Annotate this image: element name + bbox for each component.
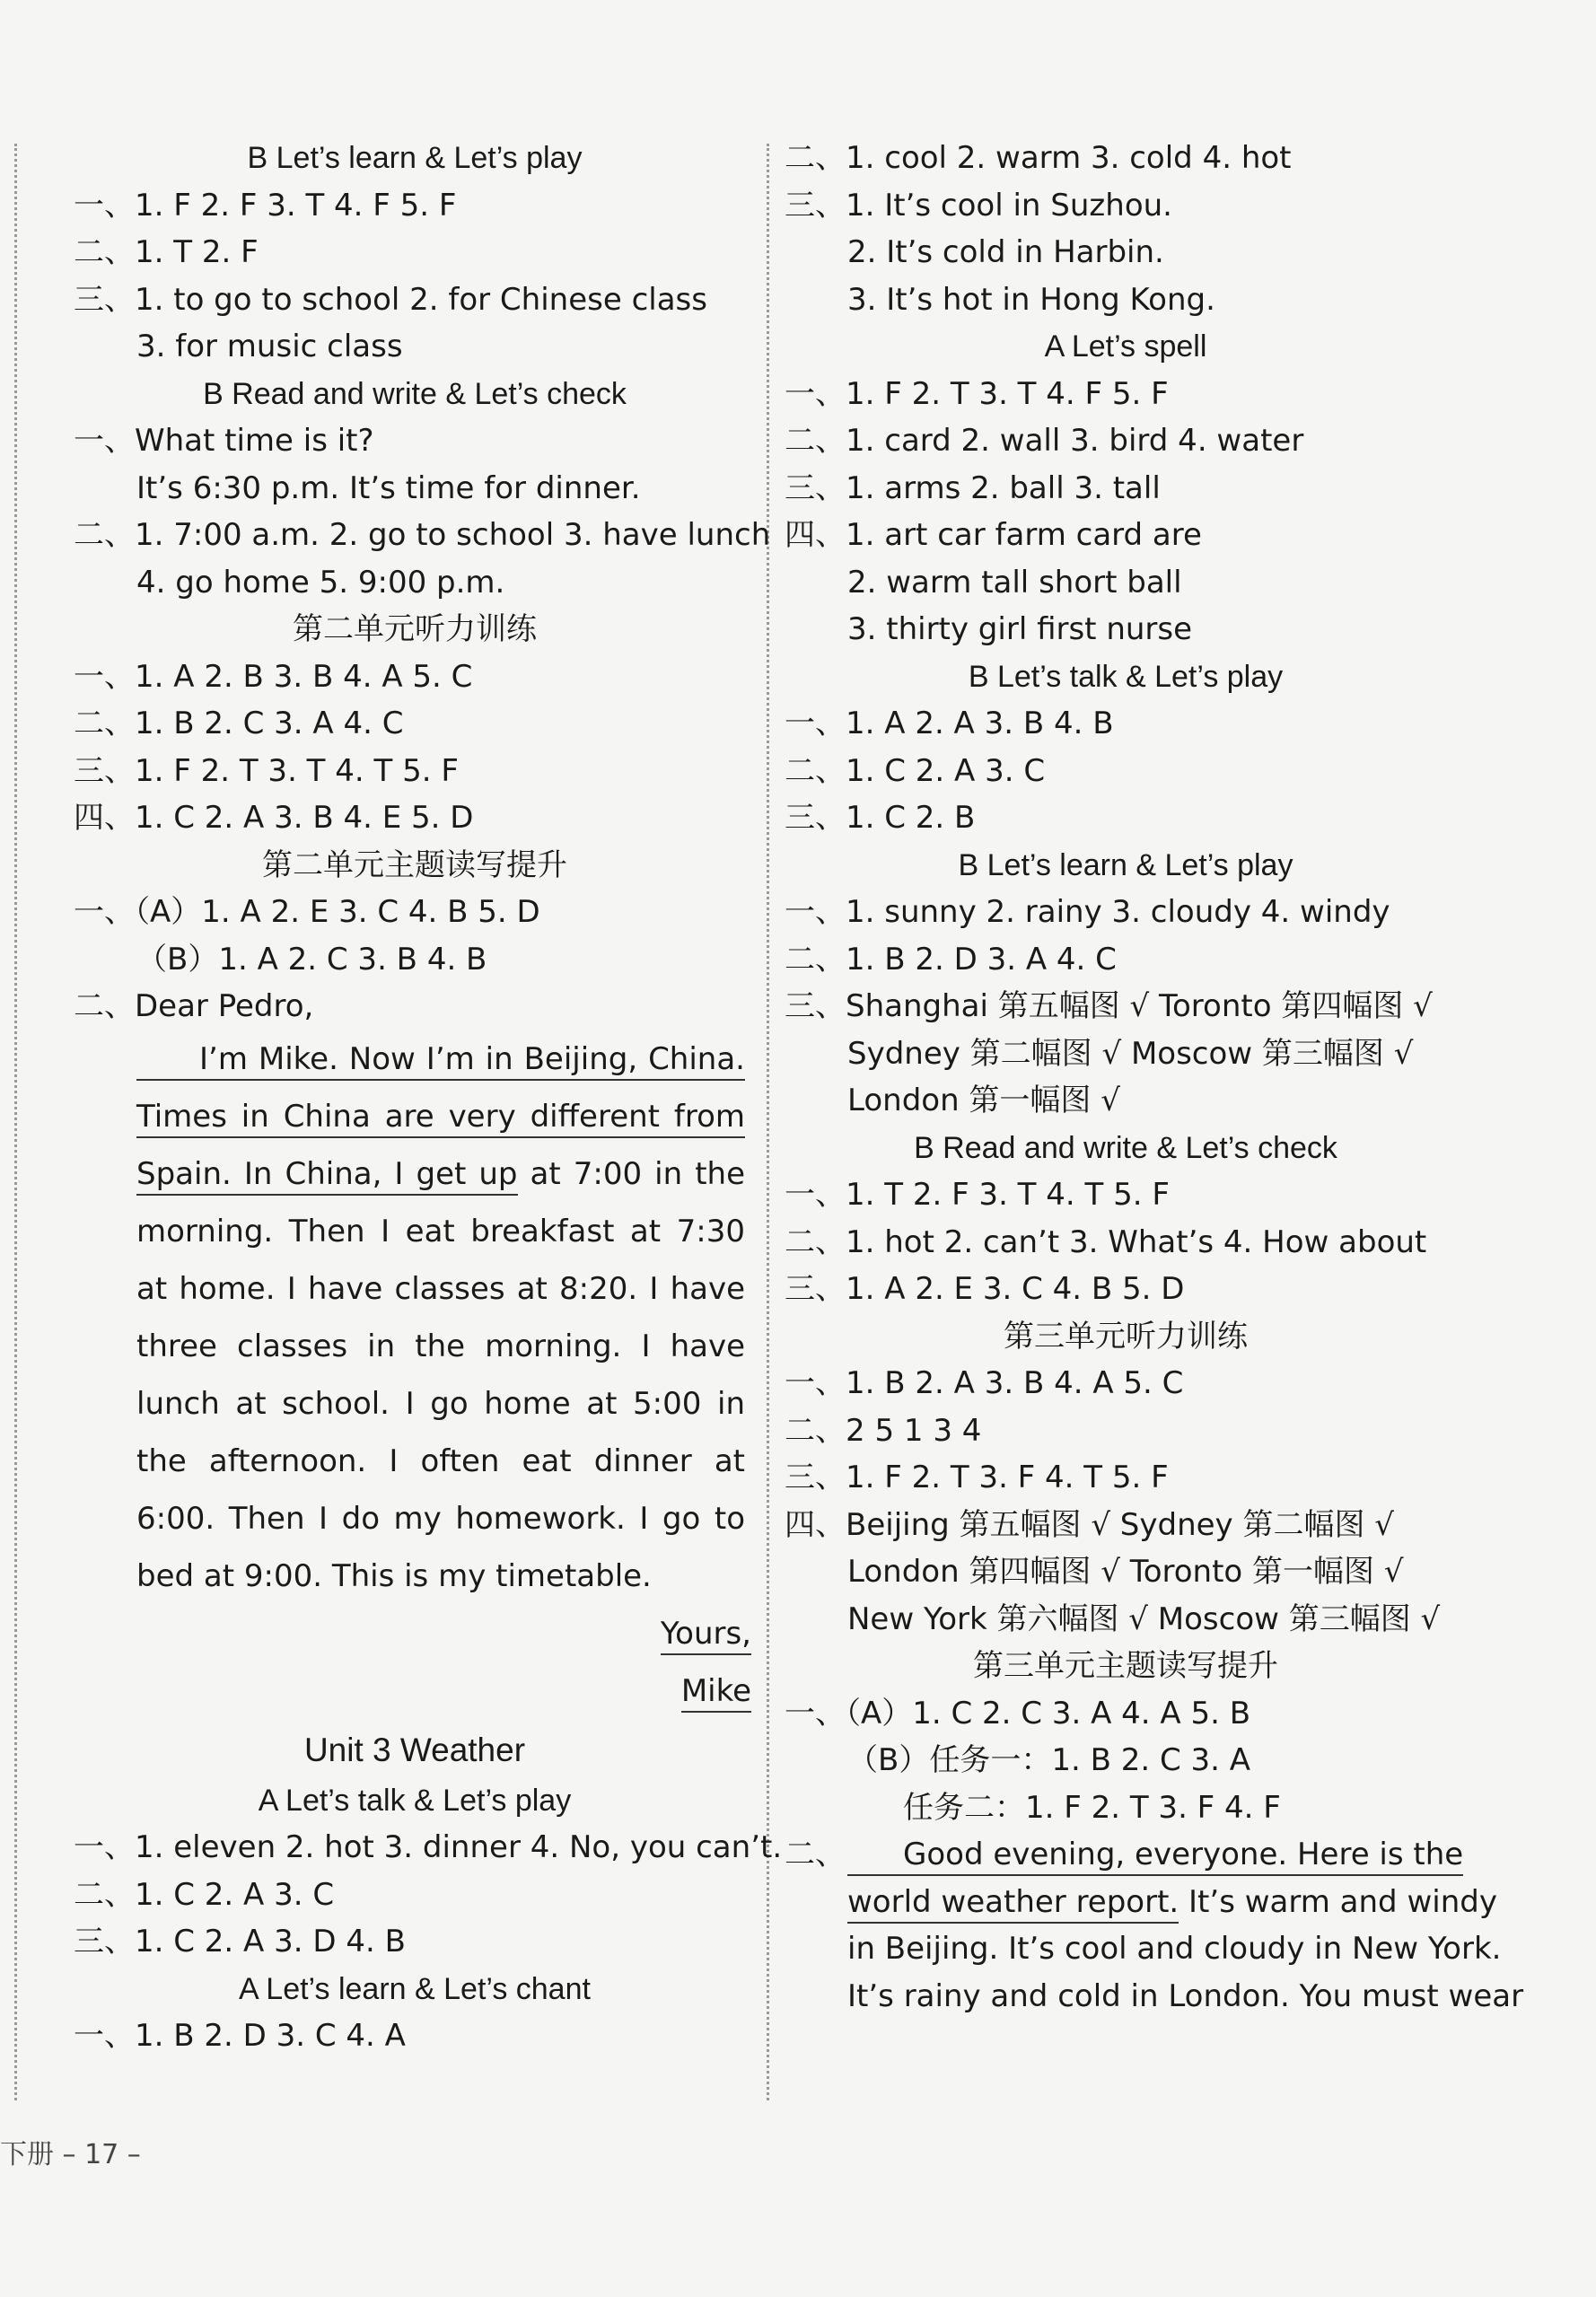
answer-line: 三、1. It’s cool in Suzhou.	[785, 187, 1172, 224]
answer-line: 一、1. T 2. F 3. T 4. T 5. F	[785, 1177, 1170, 1213]
answer-line: 四、1. art car farm card are	[785, 517, 1202, 553]
answer-line: 二、1. B 2. D 3. A 4. C	[785, 941, 1117, 978]
answer-line: 一、1. F 2. T 3. T 4. F 5. F	[785, 375, 1169, 412]
answer-line: London 第四幅图 √ Toronto 第一幅图 √	[847, 1554, 1404, 1590]
answer-line: 一、What time is it?	[74, 423, 374, 459]
answer-line: 一、1. A 2. B 3. B 4. A 5. C	[74, 658, 473, 695]
answer-line: New York 第六幅图 √ Moscow 第三幅图 √	[847, 1600, 1441, 1637]
page-footer: 下册 – 17 –	[0, 2139, 141, 2170]
answer-line: 四、1. C 2. A 3. B 4. E 5. D	[74, 800, 474, 836]
answer-line: （B）任务一：1. B 2. C 3. A	[847, 1742, 1251, 1778]
answer-line: 3. thirty girl first nurse	[847, 611, 1193, 647]
section-heading: 第二单元主题读写提升	[262, 847, 567, 882]
section-heading: A Let’s talk & Let’s play	[258, 1783, 572, 1818]
answer-line: 2. warm tall short ball	[847, 564, 1182, 601]
unit-title: Unit 3 Weather	[303, 1731, 526, 1768]
passage-line: 二、 Good evening, everyone. Here is the	[785, 1831, 1467, 1879]
answer-line: 三、Shanghai 第五幅图 √ Toronto 第四幅图 √	[785, 988, 1433, 1024]
section-heading: B Read and write & Let’s check	[203, 376, 627, 411]
underlined-sentence: Spain. In China, I get up	[136, 1156, 518, 1196]
answer-line: （B）1. A 2. C 3. B 4. B	[136, 941, 487, 978]
answer-line: 三、1. A 2. E 3. C 4. B 5. D	[785, 1271, 1185, 1307]
underlined-sentence: I’m Mike. Now I’m in Beijing, China.	[136, 1041, 745, 1081]
section-heading: 第三单元主题读写提升	[973, 1649, 1278, 1683]
answer-line: 二、1. B 2. C 3. A 4. C	[74, 706, 404, 741]
answer-line: 任务二：1. F 2. T 3. F 4. F	[903, 1789, 1281, 1826]
answer-line: 三、1. C 2. B	[785, 800, 976, 836]
left-column	[74, 135, 783, 2060]
answer-line: 一、1. sunny 2. rainy 3. cloudy 4. windy	[785, 894, 1390, 930]
letter-greeting: 二、Dear Pedro,	[74, 988, 314, 1024]
answer-line: 二、2 5 1 3 4	[785, 1412, 982, 1449]
answer-line: 一、1. A 2. A 3. B 4. B	[785, 706, 1114, 741]
answer-line: 二、1. T 2. F	[74, 234, 259, 270]
center-dotted-divider	[767, 144, 769, 2100]
answer-line: 三、1. F 2. T 3. F 4. T 5. F	[785, 1460, 1169, 1495]
letter-closing: Yours,	[74, 1605, 756, 1662]
section-heading: B Let’s learn & Let’s play	[247, 141, 583, 175]
answer-line: 3. for music class	[136, 329, 403, 364]
section-heading: B Let’s learn & Let’s play	[958, 847, 1293, 882]
answer-line: It’s 6:30 p.m. It’s time for dinner.	[136, 469, 641, 506]
answer-line: 一、1. eleven 2. hot 3. dinner 4. No, you can’t.	[74, 1829, 783, 1865]
right-column	[785, 135, 1524, 2020]
answer-line: 二、1. card 2. wall 3. bird 4. water	[785, 423, 1304, 459]
answer-line: 四、Beijing 第五幅图 √ Sydney 第二幅图 √	[785, 1506, 1394, 1543]
answer-line: 三、1. arms 2. ball 3. tall	[785, 469, 1161, 506]
answer-line: 三、1. C 2. A 3. D 4. B	[74, 1924, 406, 1959]
answer-line: London 第一幅图 √	[847, 1083, 1120, 1118]
section-heading: 第二单元听力训练	[293, 612, 537, 646]
passage-line: It’s rainy and cold in London. You must wear	[847, 1977, 1524, 2014]
letter-text: at 7:00 in the morning.	[136, 1155, 745, 1249]
section-heading: 第三单元听力训练	[1004, 1319, 1248, 1354]
answer-line: Sydney 第二幅图 √ Moscow 第三幅图 √	[847, 1035, 1414, 1072]
section-heading: A Let’s learn & Let’s chant	[239, 1971, 591, 2006]
section-heading: B Let’s talk & Let’s play	[968, 659, 1284, 694]
answer-line: 二、1. 7:00 a.m. 2. go to school 3. have lunch	[74, 517, 771, 553]
section-heading: B Read and write & Let’s check	[914, 1130, 1337, 1165]
letter-signature: Mike	[74, 1662, 756, 1720]
letter-text: Then I eat breakfast at 7:30 at home. I have classes at 8:20. I have three classes in the morning. I have lunch at school. I go home at 5:00 in the afternoon. I often eat dinner at 6:00. Then I do my homework. I go to bed at 9:00. This is my timetable.	[136, 1213, 745, 1594]
answer-line: 一、1. B 2. D 3. C 4. A	[74, 2018, 406, 2054]
letter-body	[74, 1030, 745, 1605]
answer-line: 三、1. F 2. T 3. T 4. T 5. F	[74, 752, 459, 789]
answer-line: 2. It’s cold in Harbin.	[847, 234, 1164, 270]
answer-line: 一、1. F 2. F 3. T 4. F 5. F	[74, 187, 457, 224]
left-margin-dotted-line	[14, 144, 17, 2100]
passage-line: in Beijing. It’s cool and cloudy in New York.	[847, 1931, 1502, 1967]
answer-line: 二、1. cool 2. warm 3. cold 4. hot	[785, 140, 1292, 176]
answer-line: 二、1. hot 2. can’t 3. What’s 4. How about	[785, 1223, 1427, 1260]
answer-line: 3. It’s hot in Hong Kong.	[847, 281, 1215, 318]
underlined-sentence: Times in China are very different from	[136, 1099, 745, 1138]
answer-line: 一、（A）1. C 2. C 3. A 4. A 5. B	[785, 1695, 1251, 1732]
answer-line: 一、1. B 2. A 3. B 4. A 5. C	[785, 1365, 1184, 1401]
passage-line: world weather report. It’s warm and windy	[785, 1879, 1467, 1926]
answer-line: 一、（A）1. A 2. E 3. C 4. B 5. D	[74, 894, 540, 930]
answer-line: 二、1. C 2. A 3. C	[74, 1876, 335, 1913]
answer-line: 4. go home 5. 9:00 p.m.	[136, 564, 505, 601]
answer-line: 三、1. to go to school 2. for Chinese class	[74, 281, 707, 318]
answer-line: 二、1. C 2. A 3. C	[785, 752, 1046, 789]
section-heading: A Let’s spell	[1044, 329, 1207, 364]
